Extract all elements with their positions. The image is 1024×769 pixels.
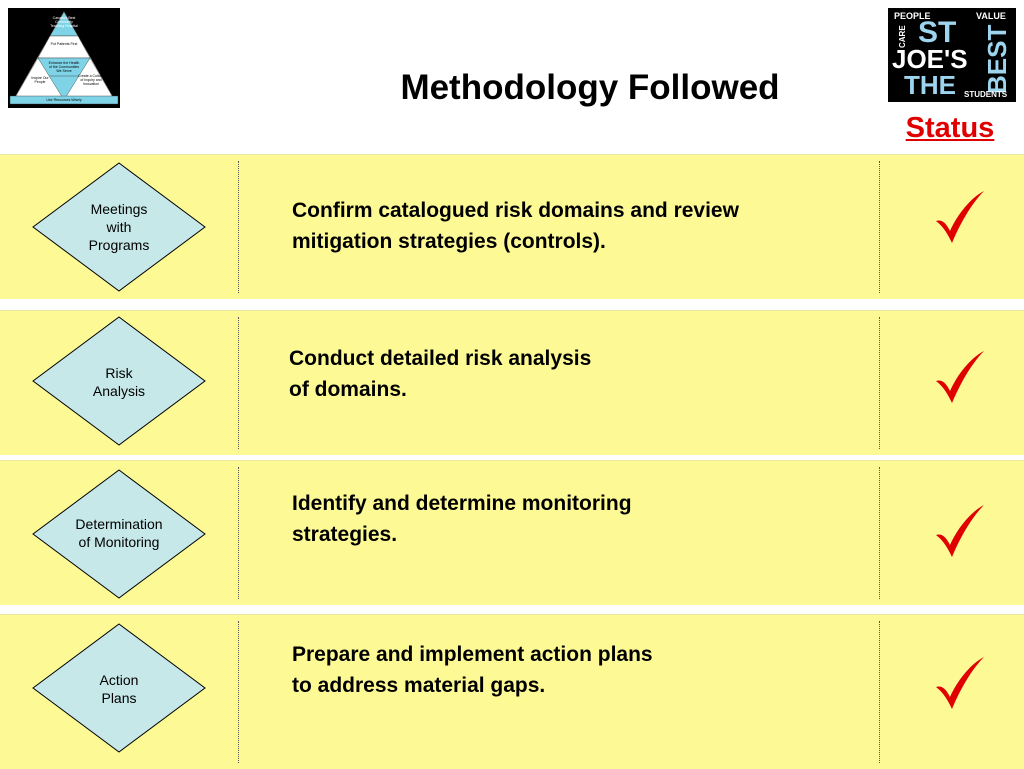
checkmark-icon: [918, 651, 998, 721]
column-divider: [238, 161, 239, 293]
logo-best-text: BEST: [982, 24, 1012, 94]
logo-people-text: PEOPLE: [894, 11, 931, 21]
step-label: Risk Analysis: [92, 365, 146, 399]
status-header: Status: [905, 112, 995, 144]
logo-create-culture: Create a Culture of Inquiry and Innovation: [78, 74, 104, 86]
methodology-row: [0, 154, 1024, 299]
logo-top-label: Canada's Best Community Teaching Hospital: [50, 16, 78, 28]
logo-joes-text: JOE'S: [892, 44, 968, 74]
methodology-row: [0, 614, 1024, 769]
strategy-triangle-logo: [8, 8, 120, 108]
methodology-row: [0, 460, 1024, 605]
column-divider: [238, 317, 239, 449]
logo-the-text: THE: [904, 70, 956, 100]
step-description: Conduct detailed risk analysis of domains.: [289, 347, 592, 401]
logo-st-text: ST: [918, 16, 957, 49]
step-description: Prepare and implement action plans to address material gaps.: [292, 643, 653, 697]
checkmark-icon: [918, 185, 998, 255]
logo-use-resources: Use Resources Wisely: [46, 98, 82, 102]
column-divider: [238, 467, 239, 599]
logo-put-patients-first: Put Patients First: [50, 42, 78, 46]
checkmark-icon: [918, 499, 998, 569]
logo-care-text: CARE: [898, 25, 907, 48]
step-label: Action Plans: [99, 672, 139, 706]
step-description: Confirm catalogued risk domains and review mitigation strategies (controls).: [292, 199, 739, 253]
logo-value-text: VALUE: [976, 11, 1006, 21]
methodology-row: [0, 310, 1024, 455]
logo-inspire-people: Inspire Our People: [31, 76, 49, 84]
step-diamond: [32, 469, 206, 599]
logo-enhance-health: Enhance the Health of the Communities We Serve: [48, 61, 80, 73]
checkmark-icon: [918, 345, 998, 415]
column-divider: [238, 621, 239, 763]
column-divider: [879, 467, 880, 599]
page-title: Methodology Followed: [400, 68, 780, 107]
step-diamond: [32, 316, 206, 446]
column-divider: [879, 621, 880, 763]
column-divider: [879, 161, 880, 293]
step-label: Meetings with Programs: [88, 201, 150, 253]
st-joes-logo: [888, 8, 1016, 102]
step-description: Identify and determine monitoring strategies.: [292, 492, 632, 546]
step-diamond: [32, 162, 206, 292]
step-diamond: [32, 623, 206, 753]
logo-students-text: STUDENTS: [964, 90, 1008, 99]
column-divider: [879, 317, 880, 449]
step-label: Determination of Monitoring: [75, 516, 163, 550]
